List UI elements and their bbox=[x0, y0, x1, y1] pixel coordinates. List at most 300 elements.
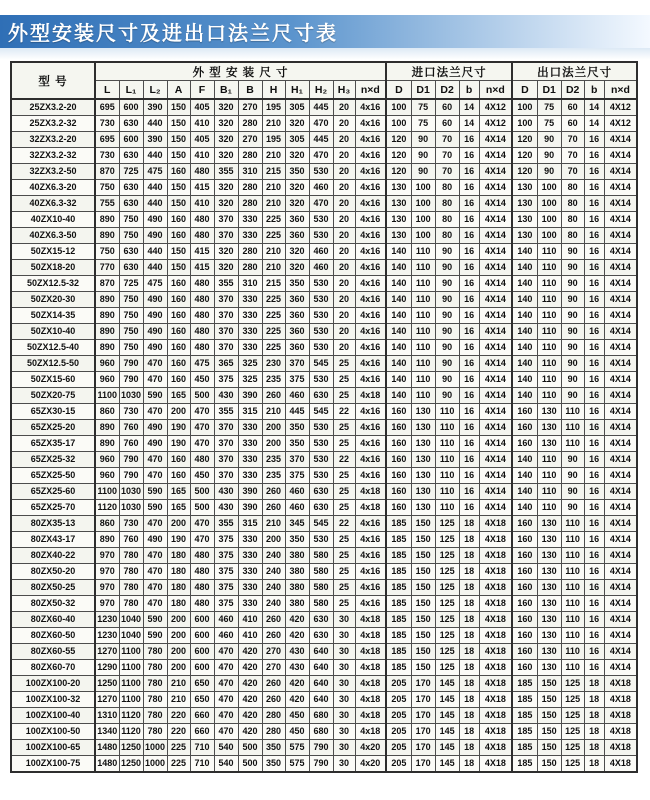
value-cell: 140 bbox=[386, 308, 411, 324]
value-cell: 90 bbox=[411, 148, 435, 164]
value-cell: 445 bbox=[285, 404, 309, 420]
value-cell: 890 bbox=[95, 324, 119, 340]
value-cell: 20 bbox=[333, 292, 355, 308]
value-cell: 160 bbox=[167, 372, 190, 388]
model-cell: 80ZX60-70 bbox=[11, 660, 95, 676]
value-cell: 210 bbox=[262, 180, 285, 196]
value-cell: 240 bbox=[262, 548, 285, 564]
value-cell: 4X14 bbox=[479, 164, 512, 180]
value-cell: 280 bbox=[262, 708, 285, 724]
value-cell: 150 bbox=[537, 708, 561, 724]
value-cell: 16 bbox=[584, 164, 604, 180]
value-cell: 4x16 bbox=[355, 548, 386, 564]
value-cell: 25 bbox=[333, 484, 355, 500]
value-cell: 260 bbox=[262, 692, 285, 708]
value-cell: 20 bbox=[333, 260, 355, 276]
value-cell: 170 bbox=[411, 724, 435, 740]
value-cell: 355 bbox=[214, 404, 238, 420]
value-cell: 110 bbox=[537, 292, 561, 308]
value-cell: 150 bbox=[411, 548, 435, 564]
value-cell: 415 bbox=[190, 260, 214, 276]
value-cell: 125 bbox=[561, 692, 584, 708]
value-cell: 680 bbox=[309, 724, 333, 740]
value-cell: 130 bbox=[411, 420, 435, 436]
value-cell: 235 bbox=[262, 452, 285, 468]
value-cell: 200 bbox=[167, 612, 190, 628]
value-cell: 4X14 bbox=[479, 324, 512, 340]
value-cell: 590 bbox=[143, 612, 167, 628]
value-cell: 125 bbox=[435, 532, 459, 548]
value-cell: 160 bbox=[512, 436, 537, 452]
value-cell: 4X14 bbox=[604, 388, 637, 404]
value-cell: 100 bbox=[411, 196, 435, 212]
value-cell: 150 bbox=[411, 532, 435, 548]
value-cell: 370 bbox=[214, 468, 238, 484]
table-row bbox=[11, 596, 637, 612]
value-cell: 120 bbox=[386, 148, 411, 164]
value-cell: 405 bbox=[190, 99, 214, 116]
value-cell: 780 bbox=[119, 580, 143, 596]
value-cell: 25 bbox=[333, 580, 355, 596]
value-cell: 1250 bbox=[119, 756, 143, 773]
value-cell: 25 bbox=[333, 372, 355, 388]
value-cell: 540 bbox=[214, 756, 238, 773]
value-cell: 470 bbox=[190, 532, 214, 548]
value-cell: 160 bbox=[167, 276, 190, 292]
value-cell: 750 bbox=[119, 212, 143, 228]
value-cell: 600 bbox=[190, 644, 214, 660]
value-cell: 370 bbox=[214, 436, 238, 452]
value-cell: 130 bbox=[411, 500, 435, 516]
table-row bbox=[11, 212, 637, 228]
value-cell: 16 bbox=[584, 660, 604, 676]
value-cell: 160 bbox=[167, 340, 190, 356]
value-cell: 270 bbox=[262, 644, 285, 660]
value-cell: 20 bbox=[333, 276, 355, 292]
value-cell: 4x16 bbox=[355, 596, 386, 612]
value-cell: 1250 bbox=[95, 676, 119, 692]
value-cell: 16 bbox=[584, 340, 604, 356]
value-cell: 260 bbox=[262, 612, 285, 628]
value-cell: 18 bbox=[459, 628, 479, 644]
value-cell: 480 bbox=[190, 324, 214, 340]
value-cell: 75 bbox=[537, 116, 561, 132]
value-cell: 540 bbox=[214, 740, 238, 756]
value-cell: 260 bbox=[262, 500, 285, 516]
table-row bbox=[11, 404, 637, 420]
value-cell: 470 bbox=[143, 596, 167, 612]
value-cell: 480 bbox=[190, 580, 214, 596]
table-row bbox=[11, 436, 637, 452]
value-cell: 380 bbox=[285, 548, 309, 564]
value-cell: 16 bbox=[584, 516, 604, 532]
value-cell: 4X14 bbox=[479, 308, 512, 324]
value-cell: 4x16 bbox=[355, 132, 386, 148]
value-cell: 90 bbox=[561, 356, 584, 372]
value-cell: 160 bbox=[167, 212, 190, 228]
model-cell: 65ZX30-15 bbox=[11, 404, 95, 420]
value-cell: 225 bbox=[262, 212, 285, 228]
value-cell: 130 bbox=[512, 196, 537, 212]
value-cell: 1230 bbox=[95, 628, 119, 644]
value-cell: 70 bbox=[435, 148, 459, 164]
value-cell: 140 bbox=[512, 484, 537, 500]
value-cell: 90 bbox=[561, 372, 584, 388]
value-cell: 195 bbox=[262, 99, 285, 116]
value-cell: 180 bbox=[167, 596, 190, 612]
value-cell: 370 bbox=[214, 324, 238, 340]
value-cell: 18 bbox=[459, 708, 479, 724]
value-cell: 145 bbox=[435, 740, 459, 756]
value-cell: 1040 bbox=[119, 628, 143, 644]
value-cell: 16 bbox=[584, 244, 604, 260]
value-cell: 145 bbox=[435, 708, 459, 724]
value-cell: 185 bbox=[512, 756, 537, 773]
value-cell: 630 bbox=[309, 612, 333, 628]
value-cell: 110 bbox=[537, 388, 561, 404]
value-cell: 480 bbox=[190, 548, 214, 564]
value-cell: 160 bbox=[167, 324, 190, 340]
value-cell: 235 bbox=[262, 372, 285, 388]
value-cell: 90 bbox=[537, 132, 561, 148]
value-cell: 16 bbox=[584, 468, 604, 484]
value-cell: 110 bbox=[561, 660, 584, 676]
value-cell: 18 bbox=[459, 660, 479, 676]
table-row bbox=[11, 340, 637, 356]
table-row bbox=[11, 420, 637, 436]
value-cell: 110 bbox=[537, 260, 561, 276]
header-group-outline: 外 型 安 装 尺 寸 bbox=[95, 62, 386, 81]
value-cell: 640 bbox=[309, 676, 333, 692]
value-cell: 330 bbox=[238, 324, 262, 340]
value-cell: 210 bbox=[262, 116, 285, 132]
value-cell: 16 bbox=[584, 420, 604, 436]
value-cell: 125 bbox=[435, 596, 459, 612]
value-cell: 270 bbox=[262, 660, 285, 676]
table-row bbox=[11, 724, 637, 740]
value-cell: 140 bbox=[386, 388, 411, 404]
model-cell: 100ZX100-75 bbox=[11, 756, 95, 773]
value-cell: 160 bbox=[167, 292, 190, 308]
value-cell: 125 bbox=[435, 612, 459, 628]
value-cell: 4X14 bbox=[479, 340, 512, 356]
header-col-4: F bbox=[190, 81, 214, 100]
value-cell: 200 bbox=[262, 532, 285, 548]
value-cell: 90 bbox=[561, 484, 584, 500]
value-cell: 390 bbox=[143, 132, 167, 148]
value-cell: 90 bbox=[435, 244, 459, 260]
value-cell: 30 bbox=[333, 724, 355, 740]
value-cell: 580 bbox=[309, 564, 333, 580]
value-cell: 110 bbox=[411, 388, 435, 404]
value-cell: 530 bbox=[309, 324, 333, 340]
header-col-20: b bbox=[584, 81, 604, 100]
value-cell: 90 bbox=[561, 324, 584, 340]
value-cell: 150 bbox=[411, 612, 435, 628]
value-cell: 470 bbox=[309, 148, 333, 164]
value-cell: 150 bbox=[537, 724, 561, 740]
value-cell: 280 bbox=[238, 244, 262, 260]
value-cell: 4X12 bbox=[479, 99, 512, 116]
value-cell: 480 bbox=[190, 276, 214, 292]
header-col-8: H₁ bbox=[285, 81, 309, 100]
value-cell: 440 bbox=[143, 244, 167, 260]
value-cell: 1030 bbox=[119, 388, 143, 404]
value-cell: 590 bbox=[143, 388, 167, 404]
value-cell: 150 bbox=[411, 644, 435, 660]
value-cell: 130 bbox=[537, 532, 561, 548]
value-cell: 14 bbox=[584, 116, 604, 132]
value-cell: 4x16 bbox=[355, 260, 386, 276]
value-cell: 110 bbox=[411, 356, 435, 372]
value-cell: 4X14 bbox=[604, 436, 637, 452]
value-cell: 4X14 bbox=[604, 196, 637, 212]
value-cell: 25 bbox=[333, 548, 355, 564]
value-cell: 490 bbox=[143, 228, 167, 244]
value-cell: 160 bbox=[386, 452, 411, 468]
value-cell: 160 bbox=[167, 356, 190, 372]
value-cell: 16 bbox=[584, 212, 604, 228]
value-cell: 110 bbox=[435, 420, 459, 436]
value-cell: 4X18 bbox=[479, 612, 512, 628]
value-cell: 490 bbox=[143, 436, 167, 452]
value-cell: 130 bbox=[386, 196, 411, 212]
value-cell: 110 bbox=[561, 628, 584, 644]
value-cell: 25 bbox=[333, 388, 355, 404]
value-cell: 450 bbox=[190, 468, 214, 484]
value-cell: 90 bbox=[435, 340, 459, 356]
value-cell: 16 bbox=[584, 436, 604, 452]
value-cell: 16 bbox=[584, 324, 604, 340]
value-cell: 420 bbox=[285, 692, 309, 708]
value-cell: 125 bbox=[561, 740, 584, 756]
value-cell: 695 bbox=[95, 132, 119, 148]
value-cell: 150 bbox=[167, 180, 190, 196]
value-cell: 140 bbox=[386, 276, 411, 292]
value-cell: 1100 bbox=[119, 644, 143, 660]
value-cell: 4X18 bbox=[479, 532, 512, 548]
value-cell: 16 bbox=[584, 580, 604, 596]
value-cell: 100 bbox=[411, 212, 435, 228]
dimensions-table bbox=[10, 61, 638, 773]
value-cell: 16 bbox=[584, 628, 604, 644]
value-cell: 4X18 bbox=[604, 724, 637, 740]
value-cell: 70 bbox=[561, 132, 584, 148]
value-cell: 450 bbox=[285, 708, 309, 724]
value-cell: 200 bbox=[167, 628, 190, 644]
value-cell: 125 bbox=[435, 564, 459, 580]
value-cell: 330 bbox=[238, 452, 262, 468]
value-cell: 18 bbox=[459, 676, 479, 692]
header-col-2: L₂ bbox=[143, 81, 167, 100]
value-cell: 90 bbox=[561, 452, 584, 468]
value-cell: 4x20 bbox=[355, 740, 386, 756]
value-cell: 260 bbox=[262, 628, 285, 644]
header-col-14: D2 bbox=[435, 81, 459, 100]
value-cell: 4X14 bbox=[479, 228, 512, 244]
value-cell: 160 bbox=[512, 644, 537, 660]
value-cell: 460 bbox=[309, 244, 333, 260]
value-cell: 4x20 bbox=[355, 756, 386, 773]
value-cell: 390 bbox=[238, 388, 262, 404]
model-cell: 32ZX3.2-20 bbox=[11, 132, 95, 148]
value-cell: 320 bbox=[285, 196, 309, 212]
value-cell: 80 bbox=[561, 180, 584, 196]
value-cell: 325 bbox=[238, 356, 262, 372]
value-cell: 430 bbox=[285, 660, 309, 676]
value-cell: 330 bbox=[238, 564, 262, 580]
model-cell: 80ZX60-40 bbox=[11, 612, 95, 628]
value-cell: 4X14 bbox=[604, 420, 637, 436]
value-cell: 110 bbox=[561, 436, 584, 452]
value-cell: 970 bbox=[95, 596, 119, 612]
value-cell: 790 bbox=[309, 740, 333, 756]
value-cell: 545 bbox=[309, 516, 333, 532]
value-cell: 4x18 bbox=[355, 708, 386, 724]
value-cell: 360 bbox=[285, 340, 309, 356]
value-cell: 150 bbox=[537, 756, 561, 773]
model-cell: 40ZX6.3-32 bbox=[11, 196, 95, 212]
value-cell: 16 bbox=[584, 500, 604, 516]
value-cell: 1480 bbox=[95, 756, 119, 773]
value-cell: 770 bbox=[95, 260, 119, 276]
value-cell: 480 bbox=[190, 292, 214, 308]
value-cell: 90 bbox=[435, 308, 459, 324]
value-cell: 16 bbox=[584, 356, 604, 372]
value-cell: 25 bbox=[333, 564, 355, 580]
value-cell: 25 bbox=[333, 468, 355, 484]
value-cell: 80 bbox=[435, 212, 459, 228]
value-cell: 325 bbox=[238, 372, 262, 388]
value-cell: 125 bbox=[435, 580, 459, 596]
value-cell: 760 bbox=[119, 436, 143, 452]
value-cell: 315 bbox=[238, 404, 262, 420]
value-cell: 4X18 bbox=[604, 676, 637, 692]
value-cell: 160 bbox=[512, 580, 537, 596]
value-cell: 130 bbox=[537, 580, 561, 596]
value-cell: 530 bbox=[309, 532, 333, 548]
value-cell: 4X14 bbox=[479, 372, 512, 388]
value-cell: 140 bbox=[512, 276, 537, 292]
value-cell: 1100 bbox=[119, 660, 143, 676]
value-cell: 190 bbox=[167, 420, 190, 436]
value-cell: 20 bbox=[333, 116, 355, 132]
value-cell: 530 bbox=[309, 340, 333, 356]
value-cell: 470 bbox=[143, 516, 167, 532]
value-cell: 150 bbox=[167, 132, 190, 148]
value-cell: 480 bbox=[190, 340, 214, 356]
value-cell: 970 bbox=[95, 564, 119, 580]
value-cell: 530 bbox=[309, 372, 333, 388]
value-cell: 4x16 bbox=[355, 116, 386, 132]
value-cell: 4x18 bbox=[355, 500, 386, 516]
value-cell: 4X18 bbox=[479, 708, 512, 724]
model-cell: 100ZX100-65 bbox=[11, 740, 95, 756]
table-row bbox=[11, 276, 637, 292]
value-cell: 110 bbox=[435, 436, 459, 452]
value-cell: 150 bbox=[411, 516, 435, 532]
value-cell: 140 bbox=[512, 356, 537, 372]
value-cell: 460 bbox=[214, 612, 238, 628]
value-cell: 110 bbox=[561, 404, 584, 420]
value-cell: 4x16 bbox=[355, 436, 386, 452]
value-cell: 780 bbox=[143, 660, 167, 676]
table-row bbox=[11, 292, 637, 308]
value-cell: 320 bbox=[285, 180, 309, 196]
value-cell: 140 bbox=[512, 308, 537, 324]
value-cell: 160 bbox=[167, 308, 190, 324]
value-cell: 4X14 bbox=[604, 308, 637, 324]
value-cell: 330 bbox=[238, 532, 262, 548]
value-cell: 90 bbox=[561, 260, 584, 276]
value-cell: 100 bbox=[537, 212, 561, 228]
value-cell: 20 bbox=[333, 164, 355, 180]
value-cell: 450 bbox=[285, 724, 309, 740]
value-cell: 460 bbox=[285, 388, 309, 404]
value-cell: 150 bbox=[537, 692, 561, 708]
value-cell: 330 bbox=[238, 212, 262, 228]
value-cell: 60 bbox=[435, 99, 459, 116]
value-cell: 500 bbox=[190, 500, 214, 516]
value-cell: 470 bbox=[309, 196, 333, 212]
value-cell: 20 bbox=[333, 340, 355, 356]
table-row bbox=[11, 660, 637, 676]
value-cell: 90 bbox=[411, 132, 435, 148]
value-cell: 4X12 bbox=[479, 116, 512, 132]
value-cell: 4X14 bbox=[604, 148, 637, 164]
value-cell: 4X14 bbox=[604, 164, 637, 180]
table-row bbox=[11, 132, 637, 148]
value-cell: 90 bbox=[537, 164, 561, 180]
value-cell: 125 bbox=[435, 644, 459, 660]
value-cell: 165 bbox=[167, 484, 190, 500]
value-cell: 20 bbox=[333, 196, 355, 212]
value-cell: 90 bbox=[561, 292, 584, 308]
value-cell: 4x16 bbox=[355, 164, 386, 180]
value-cell: 170 bbox=[411, 740, 435, 756]
header-cols-row bbox=[11, 81, 637, 100]
value-cell: 130 bbox=[537, 644, 561, 660]
value-cell: 470 bbox=[190, 436, 214, 452]
value-cell: 460 bbox=[309, 180, 333, 196]
value-cell: 500 bbox=[238, 740, 262, 756]
value-cell: 470 bbox=[214, 676, 238, 692]
value-cell: 75 bbox=[537, 99, 561, 116]
value-cell: 470 bbox=[143, 372, 167, 388]
value-cell: 750 bbox=[119, 340, 143, 356]
value-cell: 130 bbox=[411, 484, 435, 500]
value-cell: 4X18 bbox=[604, 708, 637, 724]
value-cell: 16 bbox=[459, 260, 479, 276]
value-cell: 16 bbox=[584, 612, 604, 628]
value-cell: 630 bbox=[119, 148, 143, 164]
value-cell: 110 bbox=[411, 324, 435, 340]
value-cell: 110 bbox=[561, 596, 584, 612]
value-cell: 185 bbox=[386, 612, 411, 628]
value-cell: 18 bbox=[459, 532, 479, 548]
model-cell: 40ZX10-40 bbox=[11, 212, 95, 228]
value-cell: 125 bbox=[435, 548, 459, 564]
value-cell: 870 bbox=[95, 164, 119, 180]
value-cell: 4x16 bbox=[355, 404, 386, 420]
value-cell: 16 bbox=[459, 356, 479, 372]
value-cell: 16 bbox=[459, 420, 479, 436]
value-cell: 320 bbox=[214, 99, 238, 116]
value-cell: 580 bbox=[309, 596, 333, 612]
value-cell: 600 bbox=[190, 660, 214, 676]
value-cell: 130 bbox=[537, 612, 561, 628]
value-cell: 4x16 bbox=[355, 420, 386, 436]
